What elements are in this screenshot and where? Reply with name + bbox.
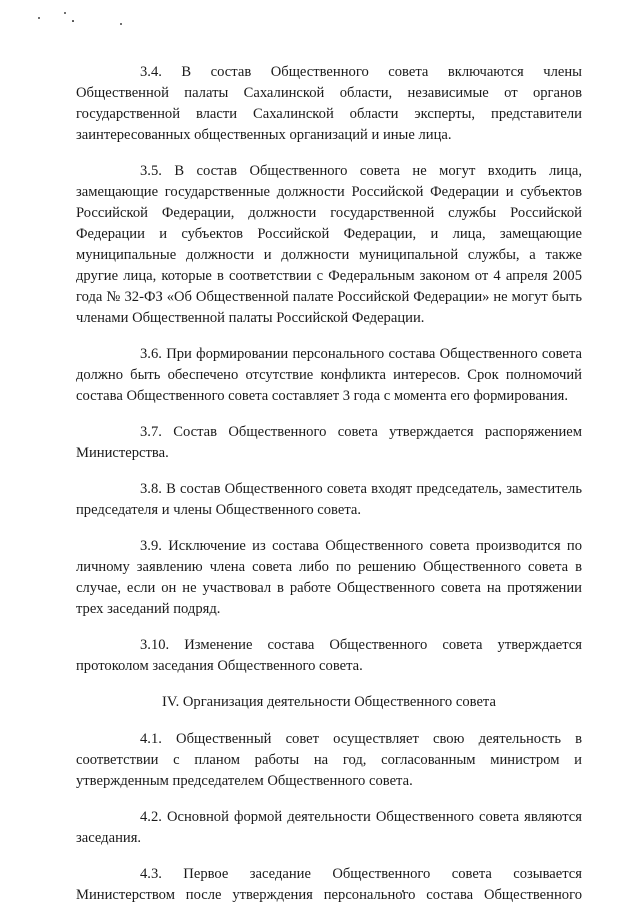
paragraph-3-7: [76, 422, 582, 464]
paragraph-4-2: [76, 807, 582, 849]
paragraph-3-9: [76, 536, 582, 620]
paragraph-number: 3.10.: [140, 637, 170, 653]
scan-speck: [72, 20, 74, 22]
scan-speck: [64, 12, 66, 14]
paragraph-text: Состав Общественного совета утверждается распоряжением Министерства.: [76, 424, 582, 461]
paragraph-number: 4.1.: [140, 731, 162, 747]
paragraph-number: 4.2.: [140, 809, 162, 825]
scan-speck: [38, 17, 40, 19]
document-body: [76, 62, 582, 921]
paragraph-3-4: [76, 62, 582, 146]
paragraph-3-6: [76, 344, 582, 407]
paragraph-number: 3.7.: [140, 424, 162, 440]
paragraph-text: Первое заседание Общественного совета созывается Министерством после утверждения персонального состава Общественного: [76, 866, 582, 903]
paragraph-text: Изменение состава Общественного совета утверждается протоколом заседания Общественного совета.: [76, 637, 582, 674]
paragraph-3-8: [76, 479, 582, 521]
paragraph-4-1: [76, 729, 582, 792]
paragraph-text: В состав Общественного совета включаются члены Общественной палаты Сахалинской области, независимые от органов государственной власти Сахалинской области эксперты, представители заинтересованных общественных организаций и иные лица.: [76, 64, 582, 143]
paragraph-number: 3.4.: [140, 64, 162, 80]
paragraph-text: Основной формой деятельности Общественного совета являются заседания.: [76, 809, 583, 846]
paragraph-text: Общественный совет осуществляет свою деятельность в соответствии с планом работы на год, согласованным министром и утвержденным председателем Общественного совета.: [76, 731, 582, 789]
paragraph-text: В состав Общественного совета входят председатель, заместитель председателя и члены Общественного совета.: [76, 481, 582, 518]
paragraph-3-10: [76, 635, 582, 677]
paragraph-number: 3.6.: [140, 346, 162, 362]
paragraph-text: При формировании персонального состава Общественного совета должно быть обеспечено отсутствие конфликта интересов. Срок полномочий состава Общественного совета составляет 3 года с момента его формирования.: [76, 346, 582, 404]
paragraph-number: 3.5.: [140, 163, 162, 179]
paragraph-text: Исключение из состава Общественного совета производится по личному заявлению члена совета либо по решению Общественного совета в случае, если он не участвовал в работе Общественного совета на протяжении трех заседаний подряд.: [76, 538, 583, 617]
paragraph-number: 3.8.: [140, 481, 162, 497]
paragraph-text: В состав Общественного совета не могут входить лица, замещающие государственные должности Российской Федерации и субъектов Российской Федерации, должности государственной службы Российской Федерации и субъектов Российской Федерации, и лица, замещающие муниципальные должности и должности муниципальной службы, а также другие лица, которые в соответствии с Федеральным законом от 4 апреля 2005 года № 32-ФЗ «Об Общественной палате Российской Федерации» не могут быть членами Общественной палаты Российской Федерации.: [76, 163, 582, 326]
section-heading: IV. Организация деятельности Общественного совета: [162, 694, 496, 710]
scan-speck: [120, 23, 122, 25]
paragraph-3-5: [76, 161, 582, 329]
paragraph-number: 3.9.: [140, 538, 162, 554]
paragraph-number: 4.3.: [140, 866, 162, 882]
paragraph-4-3: [76, 864, 582, 906]
